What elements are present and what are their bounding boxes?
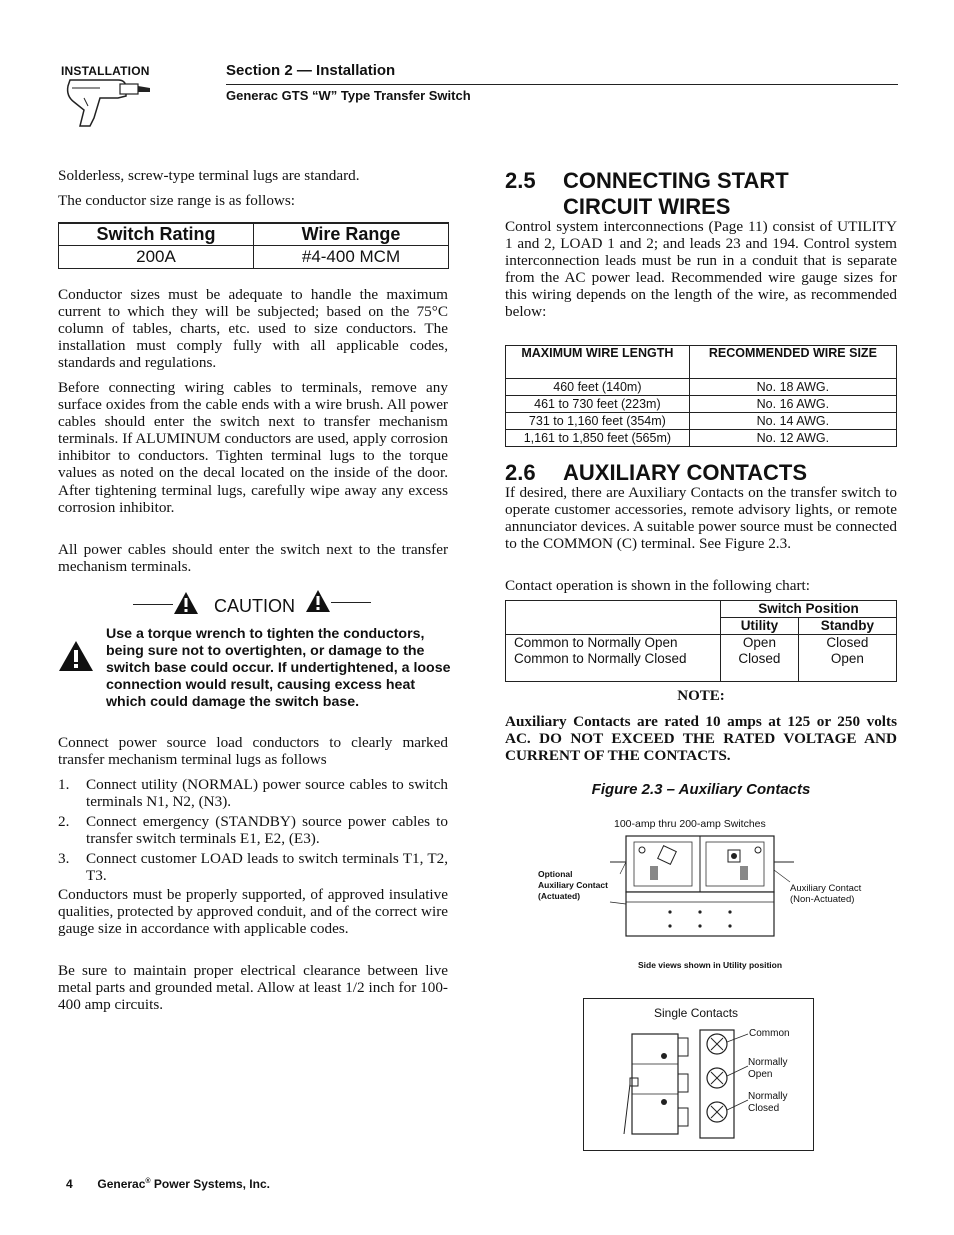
- paragraph-control-interconnections: Control system interconnections (Page 11) consist of UTILITY 1 and 2, LOAD 1 and 2; and leads 23 and 194. Control system interconnection leads must be run in a conduit that is separate from the AC power lead. Recommended wire gauge sizes for this wiring depends on the length of the wire, as recommended below:: [505, 218, 897, 321]
- note-label: NOTE:: [677, 688, 725, 704]
- caution-text: Use a torque wrench to tighten the conductors, being sure not to overtighten, or damage to the switch base could occur. If undertightened, a loose connection would result, causing excess heat which could damage the switch base.: [106, 626, 451, 711]
- table-row: [506, 396, 897, 413]
- section-2-5-heading: [505, 168, 897, 220]
- warning-icon: [305, 589, 331, 613]
- table-header: Switch Rating: [59, 223, 254, 246]
- paragraph-oxides: Before connecting wiring cables to terminals, remove any surface oxides from the cable ends with a wire brush. All power cables should enter the switch next to transfer mechanism terminals. If ALUMINUM conductors are used, apply corrosion inhibitor to conductors. Tighten terminal lugs to the torque values as noted on the decal located on the inside of the door. After tightening terminal lugs, carefully wipe away any excess corrosion inhibitor.: [58, 379, 448, 516]
- table-header-empty: [506, 601, 721, 635]
- list-item: 2. Connect emergency (STANDBY) source power cables to transfer switch terminals E1, E2, (E3).: [58, 813, 448, 848]
- table-header: RECOMMENDED WIRE SIZE: [689, 346, 896, 379]
- table-row: [506, 430, 897, 447]
- optional-aux-label: Optional Auxiliary Contact (Actuated): [538, 869, 608, 901]
- table-row: [506, 379, 897, 396]
- section-title: CONNECTING START CIRCUIT WIRES: [563, 168, 789, 219]
- table-header: Wire Range: [254, 223, 449, 246]
- header-rule: [226, 84, 898, 85]
- section-number: 2.5: [505, 168, 536, 193]
- page-number: 4: [66, 1177, 73, 1191]
- table-cell: Open: [798, 651, 896, 682]
- warning-icon: [173, 591, 199, 615]
- paragraph-conductor-support: Conductors must be properly supported, of approved insulative qualities, protected by approved conduit, and of the correct wire gauge size in accordance with applicable codes.: [58, 886, 448, 938]
- aux-non-actuated-label: Auxiliary Contact (Non-Actuated): [790, 883, 862, 905]
- figure-caption: Figure 2.3 – Auxiliary Contacts: [591, 781, 811, 798]
- company-name-rest: Power Systems, Inc.: [150, 1177, 270, 1191]
- single-contacts-diagram: [622, 1024, 752, 1144]
- table-cell: Common to Normally Closed: [506, 651, 721, 682]
- header-product-title: Generac GTS “W” Type Transfer Switch: [226, 88, 471, 103]
- paragraph-conductor-sizes: Conductor sizes must be adequate to handle the maximum current to which they will be subjected; based on the 75°C column of tables, charts, etc. used to size conductors. The installation must comply fully with all applicable codes, standards and regulations.: [58, 286, 448, 372]
- figure-footnote: Side views shown in Utility position: [638, 960, 783, 970]
- registered-mark: ®: [145, 1178, 151, 1185]
- table-row: [506, 651, 897, 682]
- paragraph-power-cables: All power cables should enter the switch next to the transfer mechanism terminals.: [58, 541, 448, 576]
- figure-title: 100-amp thru 200-amp Switches: [614, 818, 766, 830]
- table-cell: 460 feet (140m): [506, 379, 690, 396]
- list-item: 3. Connect customer LOAD leads to switch terminals T1, T2, T3.: [58, 850, 448, 885]
- company-name: Generac: [97, 1177, 146, 1191]
- table-cell: 461 to 730 feet (223m): [506, 396, 690, 413]
- page-footer: [66, 1177, 270, 1191]
- section-title: AUXILIARY CONTACTS: [563, 460, 808, 485]
- paragraph-auxiliary-contacts: If desired, there are Auxiliary Contacts on the transfer switch to operate customer accessories, remote advisory lights, or remote annunciator devices. A suitable power source must be connected to the COMMON (C) terminal. See Figure 2.3.: [505, 484, 897, 553]
- paragraph-contact-operation: Contact operation is shown in the following chart:: [505, 577, 810, 594]
- section-number: 2.6: [505, 460, 536, 485]
- table-header: Utility: [721, 618, 799, 635]
- section-logo-label: INSTALLATION: [61, 64, 150, 78]
- paragraph-lugs: Solderless, screw-type terminal lugs are standard.: [58, 167, 360, 184]
- table-cell: Open: [721, 635, 799, 652]
- list-item: 1. Connect utility (NORMAL) power source cables to switch terminals N1, N2, (N3).: [58, 776, 448, 811]
- table-cell: Closed: [798, 635, 896, 652]
- table-cell: 1,161 to 1,850 feet (565m): [506, 430, 690, 447]
- table-row: [506, 635, 897, 652]
- paragraph-clearance: Be sure to maintain proper electrical clearance between live metal parts and grounded metal. Allow at least 1/2 inch for 100-400 amp circuits.: [58, 962, 448, 1014]
- table-cell: 200A: [59, 246, 254, 269]
- contact-operation-table: [505, 600, 897, 682]
- connection-steps-list: [58, 776, 448, 888]
- caution-rule-left: [133, 604, 173, 605]
- table-cell: #4-400 MCM: [254, 246, 449, 269]
- warning-icon: [58, 640, 94, 672]
- table-cell: Common to Normally Open: [506, 635, 721, 652]
- table-cell: 731 to 1,160 feet (354m): [506, 413, 690, 430]
- table-cell: No. 16 AWG.: [689, 396, 896, 413]
- switch-side-view-diagram: [590, 832, 800, 942]
- paragraph-conductor-range: The conductor size range is as follows:: [58, 192, 296, 209]
- table-cell: No. 12 AWG.: [689, 430, 896, 447]
- caution-heading: CAUTION: [214, 596, 295, 616]
- header-section-title: Section 2 — Installation: [226, 62, 396, 79]
- table-header: Switch Position: [721, 601, 897, 618]
- table-cell: No. 14 AWG.: [689, 413, 896, 430]
- paragraph-connect-conductors: Connect power source load conductors to clearly marked transfer mechanism terminal lugs as follows: [58, 734, 448, 769]
- switch-rating-table: [58, 222, 449, 269]
- table-header: MAXIMUM WIRE LENGTH: [506, 346, 690, 379]
- table-row: [506, 413, 897, 430]
- label-normally-open: Normally Open: [748, 1057, 788, 1080]
- figure-title: Single Contacts: [654, 1006, 739, 1020]
- note-text: Auxiliary Contacts are rated 10 amps at 125 or 250 volts AC. DO NOT EXCEED THE RATED VOLTAGE AND CURRENT OF THE CONTACTS.: [505, 713, 897, 765]
- table-header: Standby: [798, 618, 896, 635]
- table-row: [59, 246, 449, 269]
- label-normally-closed: Normally Closed: [748, 1091, 788, 1114]
- table-cell: No. 18 AWG.: [689, 379, 896, 396]
- section-2-6-heading: [505, 460, 897, 486]
- caution-rule-right: [331, 602, 371, 603]
- wire-size-table: [505, 345, 897, 447]
- table-cell: Closed: [721, 651, 799, 682]
- label-common: Common: [749, 1028, 790, 1039]
